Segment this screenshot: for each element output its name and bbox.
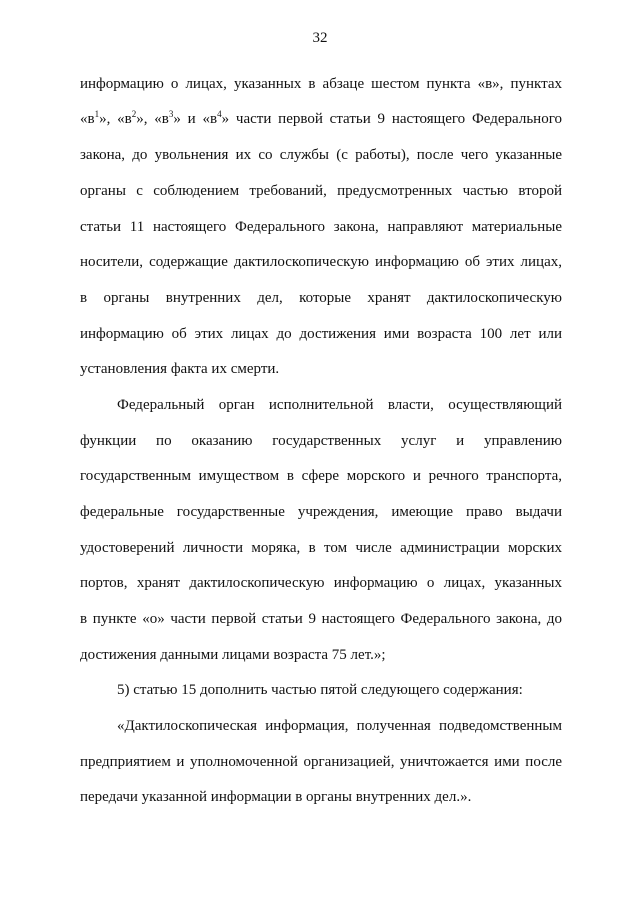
text-fragment: », «в bbox=[136, 111, 169, 127]
text-line: 5) статью 15 дополнить частью пятой следующего содержания: bbox=[117, 682, 523, 698]
superscript: 4 bbox=[217, 109, 222, 119]
text-line: статьи 11 настоящего Федерального закона, направляют материальные bbox=[80, 219, 562, 235]
superscript: 3 bbox=[168, 109, 174, 119]
text-line: предприятием и уполномоченной организацией, уничтожается ими после bbox=[80, 754, 562, 770]
text-line: портов, хранят дактилоскопическую информацию о лицах, указанных bbox=[80, 575, 562, 591]
text-line: информацию об этих лицах до достижения ими возраста 100 лет или bbox=[80, 326, 562, 342]
text-line-with-superscripts bbox=[80, 109, 562, 129]
text-line: государственным имуществом в сфере морского и речного транспорта, bbox=[80, 468, 562, 484]
text-line: Федеральный орган исполнительной власти, осуществляющий bbox=[117, 397, 562, 413]
text-line: федеральные государственные учреждения, имеющие право выдачи bbox=[80, 504, 562, 520]
page-number: 32 bbox=[312, 30, 328, 46]
text-line: органы с соблюдением требований, предусмотренных частью второй bbox=[80, 183, 562, 199]
text-line: в пункте «о» части первой статьи 9 настоящего Федерального закона, до bbox=[80, 611, 562, 627]
superscript: 2 bbox=[131, 109, 137, 119]
superscript: 1 bbox=[94, 109, 100, 119]
text-line: установления факта их смерти. bbox=[80, 361, 280, 377]
text-line: информацию о лицах, указанных в абзаце шестом пункта «в», пунктах bbox=[80, 76, 562, 92]
text-fragment: «в bbox=[80, 111, 95, 127]
text-line: передачи указанной информации в органы внутренних дел.». bbox=[80, 789, 472, 805]
text-line: носители, содержащие дактилоскопическую информацию об этих лицах, bbox=[80, 254, 562, 270]
text-fragment: » части первой статьи 9 настоящего Федерального bbox=[221, 111, 562, 127]
text-line: «Дактилоскопическая информация, полученная подведомственным bbox=[117, 718, 562, 734]
text-fragment: » и «в bbox=[173, 111, 218, 127]
text-line: закона, до увольнения их со службы (с работы), после чего указанные bbox=[80, 147, 562, 163]
text-line: достижения данными лицами возраста 75 лет.»; bbox=[80, 647, 386, 663]
text-line: функции по оказанию государственных услуг и управлению bbox=[80, 433, 562, 449]
text-fragment: », «в bbox=[99, 111, 132, 127]
text-line: удостоверений личности моряка, в том числе администрации морских bbox=[80, 540, 562, 556]
text-line: в органы внутренних дел, которые хранят дактилоскопическую bbox=[80, 290, 562, 306]
